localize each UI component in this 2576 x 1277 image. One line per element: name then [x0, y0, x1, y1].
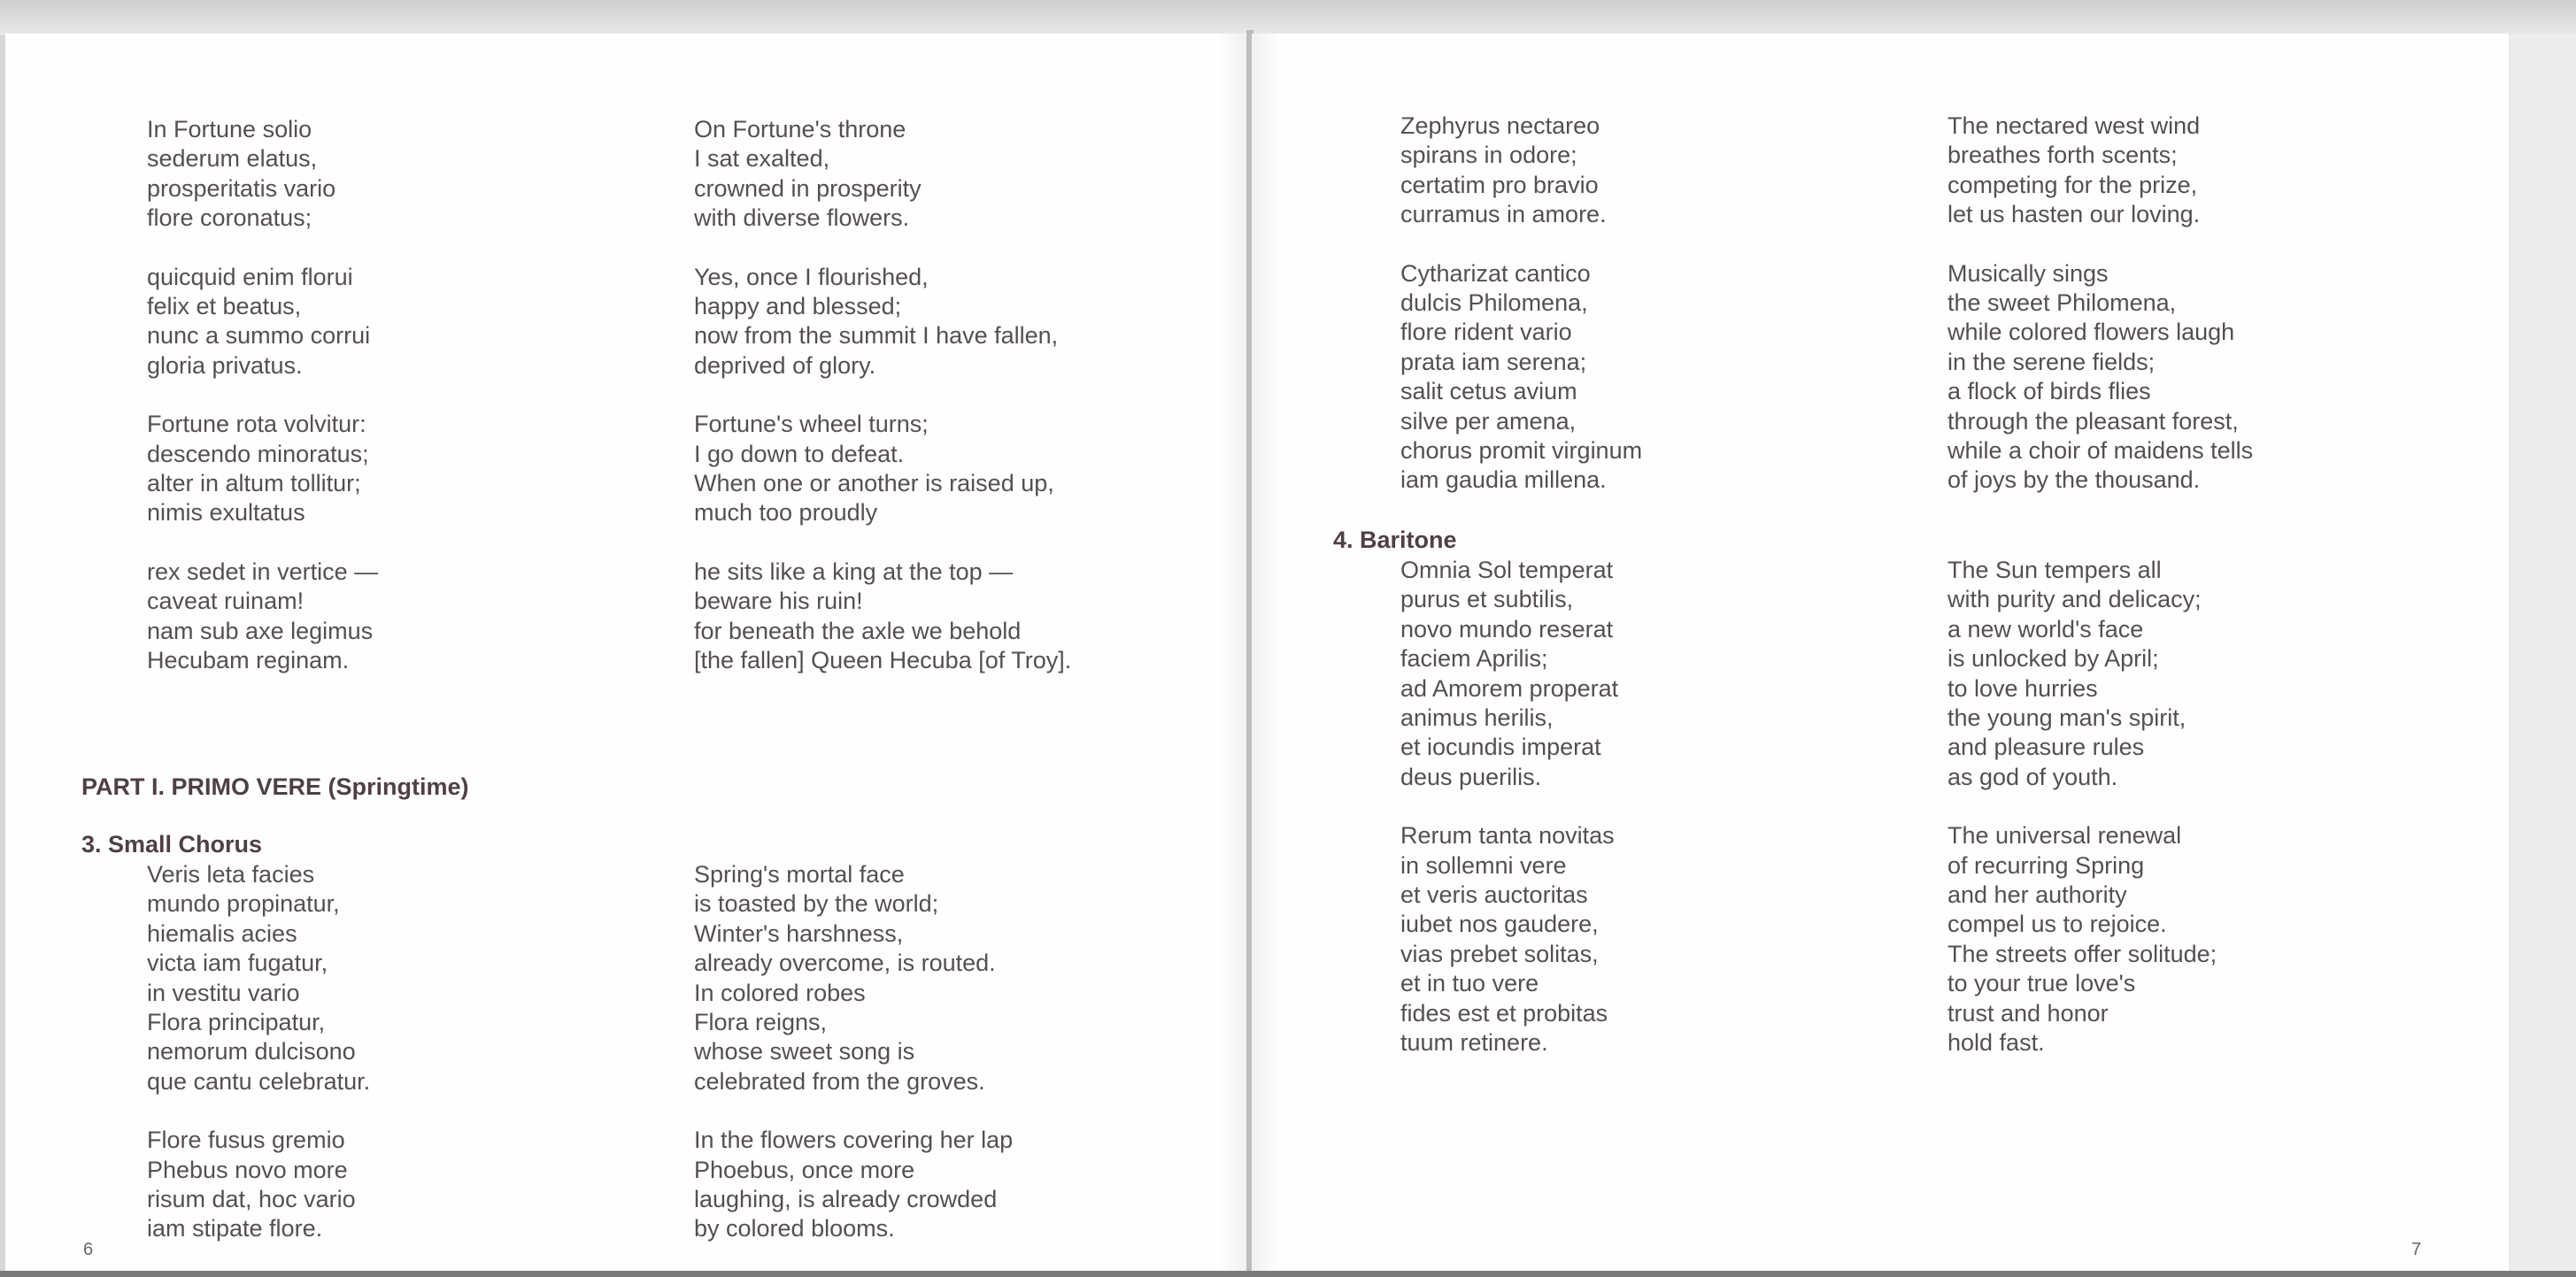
verse-line: with purity and delicacy;: [1947, 586, 2202, 613]
verse-line: alter in altum tollitur;: [147, 470, 361, 497]
verse-line: Omnia Sol temperat: [1400, 557, 1614, 583]
section-4-title: 4. Baritone: [1333, 527, 1457, 553]
verse-line: to your true love's: [1947, 970, 2136, 997]
right-english-col-1: [1947, 112, 2253, 525]
scan-bottom-edge: [0, 1271, 2576, 1277]
verse-line: faciem Aprilis;: [1400, 645, 1548, 673]
left-english-col-2: [694, 860, 1013, 1273]
stanza: [147, 1126, 370, 1244]
verse-line: with diverse flowers.: [694, 204, 910, 232]
verse-line: The nectared west wind: [1947, 112, 2201, 139]
verse-line: a new world's face: [1947, 615, 2144, 642]
verse-line: [the fallen] Queen Hecuba [of Troy].: [694, 647, 1072, 674]
verse-line: In the flowers covering her lap: [694, 1127, 1014, 1154]
verse-line: Musically sings: [1947, 259, 2109, 287]
stanza: [147, 115, 378, 234]
right-english-col-2: [1947, 556, 2217, 1088]
verse-line: prosperitatis vario: [147, 174, 336, 202]
verse-line: mundo propinatur,: [147, 890, 340, 918]
verse-line: while a choir of maidens tells: [1947, 437, 2254, 465]
verse-line: Hecubam reginam.: [147, 647, 350, 674]
verse-line: a flock of birds flies: [1947, 378, 2151, 405]
verse-line: flore coronatus;: [147, 204, 312, 232]
verse-line: iam stipate flore.: [147, 1215, 323, 1242]
verse-line: tuum retinere.: [1400, 1029, 1548, 1057]
right-latin-col-1: [1400, 112, 1642, 525]
verse-line: hiemalis acies: [147, 919, 297, 947]
verse-line: flore rident vario: [1400, 319, 1572, 346]
right-latin-col-2: [1400, 556, 1618, 1088]
verse-line: in the serene fields;: [1947, 348, 2156, 375]
verse-line: Flora principatur,: [147, 1009, 326, 1036]
verse-line: I sat exalted,: [694, 145, 830, 173]
verse-line: Phebus novo more: [147, 1156, 348, 1183]
verse-line: I go down to defeat.: [694, 440, 905, 467]
verse-line: Veris leta facies: [147, 861, 315, 888]
verse-line: que cantu celebratur.: [147, 1067, 371, 1095]
verse-line: fides est et probitas: [1400, 999, 1608, 1027]
verse-line: let us hasten our loving.: [1947, 201, 2201, 228]
verse-line: trust and honor: [1947, 999, 2109, 1027]
scan-top-edge: [0, 0, 2576, 35]
verse-line: nunc a summo corrui: [147, 322, 371, 350]
left-english-col-1: [694, 115, 1071, 705]
left-latin-col-2: [147, 860, 370, 1273]
verse-line: dulcis Philomena,: [1400, 289, 1588, 317]
verse-line: Fortune's wheel turns;: [694, 411, 929, 438]
stanza: [694, 860, 1013, 1096]
verse-line: iubet nos gaudere,: [1400, 911, 1599, 938]
verse-line: Flora reigns,: [694, 1009, 828, 1036]
verse-line: Spring's mortal face: [694, 861, 905, 888]
verse-line: through the pleasant forest,: [1947, 407, 2239, 435]
section-3-title: 3. Small Chorus: [81, 831, 263, 858]
verse-line: victa iam fugatur,: [147, 950, 328, 977]
verse-line: iam gaudia millena.: [1400, 466, 1607, 494]
verse-line: When one or another is raised up,: [694, 470, 1054, 497]
stanza: [147, 410, 378, 528]
verse-line: silve per amena,: [1400, 407, 1577, 435]
verse-line: salit cetus avium: [1400, 378, 1577, 405]
verse-line: Rerum tanta novitas: [1400, 822, 1615, 850]
verse-line: sederum elatus,: [147, 145, 318, 173]
verse-line: and pleasure rules: [1947, 734, 2145, 761]
verse-line: crowned in prosperity: [694, 174, 922, 202]
stanza: [1400, 112, 1642, 230]
verse-line: in sollemni vere: [1400, 851, 1567, 879]
verse-line: to love hurries: [1947, 674, 2098, 702]
verse-line: curramus in amore.: [1400, 201, 1607, 228]
verse-line: et veris auctoritas: [1400, 881, 1588, 909]
verse-line: quicquid enim florui: [147, 263, 353, 290]
verse-line: Winter's harshness,: [694, 919, 904, 947]
verse-line: In Fortune solio: [147, 116, 312, 142]
verse-line: by colored blooms.: [694, 1215, 895, 1242]
verse-line: certatim pro bravio: [1400, 171, 1599, 198]
verse-line: for beneath the axle we behold: [694, 617, 1022, 644]
verse-line: happy and blessed;: [694, 293, 902, 320]
stanza: [694, 1126, 1013, 1244]
verse-line: Phoebus, once more: [694, 1156, 915, 1183]
verse-line: much too proudly: [694, 499, 878, 527]
left-page: [5, 34, 1252, 1277]
page-number-left: 6: [83, 1240, 94, 1259]
verse-line: ad Amorem properat: [1400, 674, 1619, 702]
verse-line: he sits like a king at the top —: [694, 558, 1014, 585]
page-number-right: 7: [2411, 1240, 2422, 1259]
verse-line: is unlocked by April;: [1947, 645, 2159, 673]
verse-line: novo mundo reserat: [1400, 615, 1614, 642]
verse-line: hold fast.: [1947, 1029, 2045, 1057]
verse-line: as god of youth.: [1947, 763, 2118, 790]
verse-line: of joys by the thousand.: [1947, 466, 2201, 494]
stanza: [1400, 556, 1618, 792]
verse-line: chorus promit virginum: [1400, 437, 1643, 465]
verse-line: beware his ruin!: [694, 588, 863, 615]
stanza: [147, 263, 378, 381]
stanza: [1947, 821, 2217, 1058]
verse-line: risum dat, hoc vario: [147, 1186, 356, 1213]
verse-line: gloria privatus.: [147, 351, 303, 379]
verse-line: vias prebet solitas,: [1400, 940, 1599, 967]
verse-line: the sweet Philomena,: [1947, 289, 2177, 317]
verse-line: In colored robes: [694, 979, 866, 1006]
stanza: [147, 860, 370, 1096]
stanza: [1947, 112, 2253, 230]
verse-line: The streets offer solitude;: [1947, 940, 2217, 967]
verse-line: already overcome, is routed.: [694, 950, 996, 977]
verse-line: nimis exultatus: [147, 499, 305, 527]
verse-line: Yes, once I flourished,: [694, 263, 929, 290]
verse-line: prata iam serena;: [1400, 348, 1587, 375]
verse-line: descendo minoratus;: [147, 440, 369, 467]
verse-line: et in tuo vere: [1400, 970, 1539, 997]
verse-line: Cytharizat cantico: [1400, 259, 1591, 287]
stanza: [694, 410, 1071, 528]
verse-line: nam sub axe legimus: [147, 617, 374, 644]
verse-line: deus puerilis.: [1400, 763, 1542, 790]
verse-line: The Sun tempers all: [1947, 557, 2162, 583]
verse-line: deprived of glory.: [694, 351, 876, 379]
left-latin-col-1: [147, 115, 378, 705]
verse-line: caveat ruinam!: [147, 588, 305, 615]
verse-line: is toasted by the world;: [694, 890, 939, 918]
verse-line: Fortune rota volvitur:: [147, 411, 366, 438]
verse-line: now from the summit I have fallen,: [694, 322, 1059, 350]
verse-line: rex sedet in vertice —: [147, 558, 379, 585]
part-title: PART I. PRIMO VERE (Springtime): [81, 773, 469, 800]
right-page: [1252, 34, 2509, 1277]
verse-line: et iocundis imperat: [1400, 734, 1601, 761]
verse-line: breathes forth scents;: [1947, 142, 2178, 169]
verse-line: compel us to rejoice.: [1947, 911, 2167, 938]
verse-line: nemorum dulcisono: [147, 1038, 356, 1065]
stanza: [1400, 259, 1642, 496]
verse-line: purus et subtilis,: [1400, 586, 1574, 613]
stanza: [694, 263, 1071, 381]
stanza: [694, 558, 1071, 676]
verse-line: laughing, is already crowded: [694, 1186, 998, 1213]
verse-line: Zephyrus nectareo: [1400, 112, 1600, 139]
stanza: [1947, 556, 2217, 792]
verse-line: spirans in odore;: [1400, 142, 1577, 169]
verse-line: in vestitu vario: [147, 979, 300, 1006]
verse-line: Flore fusus gremio: [147, 1127, 345, 1154]
verse-line: The universal renewal: [1947, 822, 2182, 850]
stanza: [694, 115, 1071, 234]
verse-line: animus herilis,: [1400, 704, 1554, 732]
stanza: [147, 558, 378, 676]
verse-line: of recurring Spring: [1947, 851, 2145, 879]
verse-line: while colored flowers laugh: [1947, 319, 2235, 346]
verse-line: felix et beatus,: [147, 293, 302, 320]
scan-right-edge: [2509, 34, 2576, 1277]
stanza: [1947, 259, 2253, 496]
verse-line: and her authority: [1947, 881, 2127, 909]
verse-line: On Fortune's throne: [694, 116, 906, 142]
verse-line: celebrated from the groves.: [694, 1067, 985, 1095]
verse-line: the young man's spirit,: [1947, 704, 2187, 732]
verse-line: competing for the prize,: [1947, 171, 2198, 198]
verse-line: whose sweet song is: [694, 1038, 915, 1065]
stanza: [1400, 821, 1618, 1058]
